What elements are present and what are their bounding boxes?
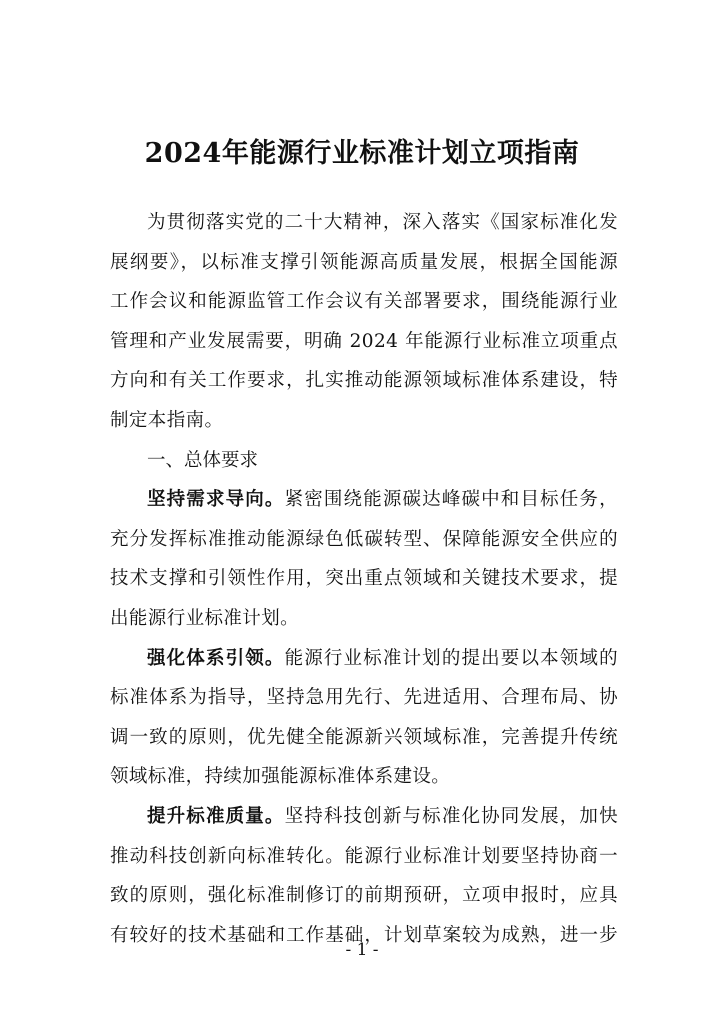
document-title: 2024年能源行业标准计划立项指南 (144, 138, 580, 169)
requirement-paragraph-quality (110, 797, 618, 955)
section-heading: 一、总体要求 (147, 449, 259, 471)
document-body (110, 203, 618, 955)
intro-line: 工作会议和能源监管工作会议有关部署要求，围绕能源行业 (110, 291, 618, 313)
paragraph-line: 致的原则，强化标准制修订的前期预研，立项申报时，应具 (110, 885, 618, 907)
paragraph-lead: 提升标准质量。 (147, 805, 285, 827)
page-number: - 1 - (345, 940, 379, 960)
paragraph-line-text: 紧密围绕能源碳达峰碳中和目标任务， (284, 489, 618, 511)
paragraph-first-line (110, 797, 618, 837)
paragraph-line-text: 坚持科技创新与标准化协同发展，加快 (284, 805, 618, 827)
intro-line: 管理和产业发展需要，明确 2024 年能源行业标准立项重点 (110, 330, 618, 352)
requirement-paragraph-demand (110, 480, 618, 638)
paragraph-line: 充分发挥标准推动能源绿色低碳转型、保障能源安全供应的 (110, 528, 618, 550)
paragraph-line: 有较好的技术基础和工作基础，计划草案较为成熟，进一步 (110, 924, 618, 946)
intro-line: 展纲要》，以标准支撑引领能源高质量发展，根据全国能源 (110, 251, 618, 273)
paragraph-line: 标准体系为指导，坚持急用先行、先进适用、合理布局、协 (110, 687, 618, 709)
paragraph-first-line (110, 639, 618, 679)
paragraph-line-text: 能源行业标准计划的提出要以本领域的 (284, 647, 618, 669)
paragraph-lead: 坚持需求导向。 (147, 489, 285, 511)
paragraph-line: 推动科技创新向标准转化。能源行业标准计划要坚持协商一 (110, 845, 618, 867)
paragraph-line: 出能源行业标准计划。 (110, 607, 300, 629)
intro-line: 制定本指南。 (110, 409, 224, 431)
paragraph-line: 领域标准，持续加强能源标准体系建设。 (110, 766, 451, 788)
paragraph-line: 调一致的原则，优先健全能源新兴领域标准，完善提升传统 (110, 726, 618, 748)
paragraph-lead: 强化体系引领。 (147, 647, 285, 669)
intro-line: 方向和有关工作要求，扎实推动能源领域标准体系建设，特 (110, 370, 618, 392)
paragraph-first-line (110, 480, 618, 520)
intro-paragraph (110, 203, 618, 441)
intro-line: 为贯彻落实党的二十大精神，深入落实《国家标准化发 (147, 212, 618, 233)
paragraph-line: 技术支撑和引领性作用，突出重点领域和关键技术要求，提 (110, 568, 618, 590)
requirement-paragraph-system (110, 639, 618, 797)
